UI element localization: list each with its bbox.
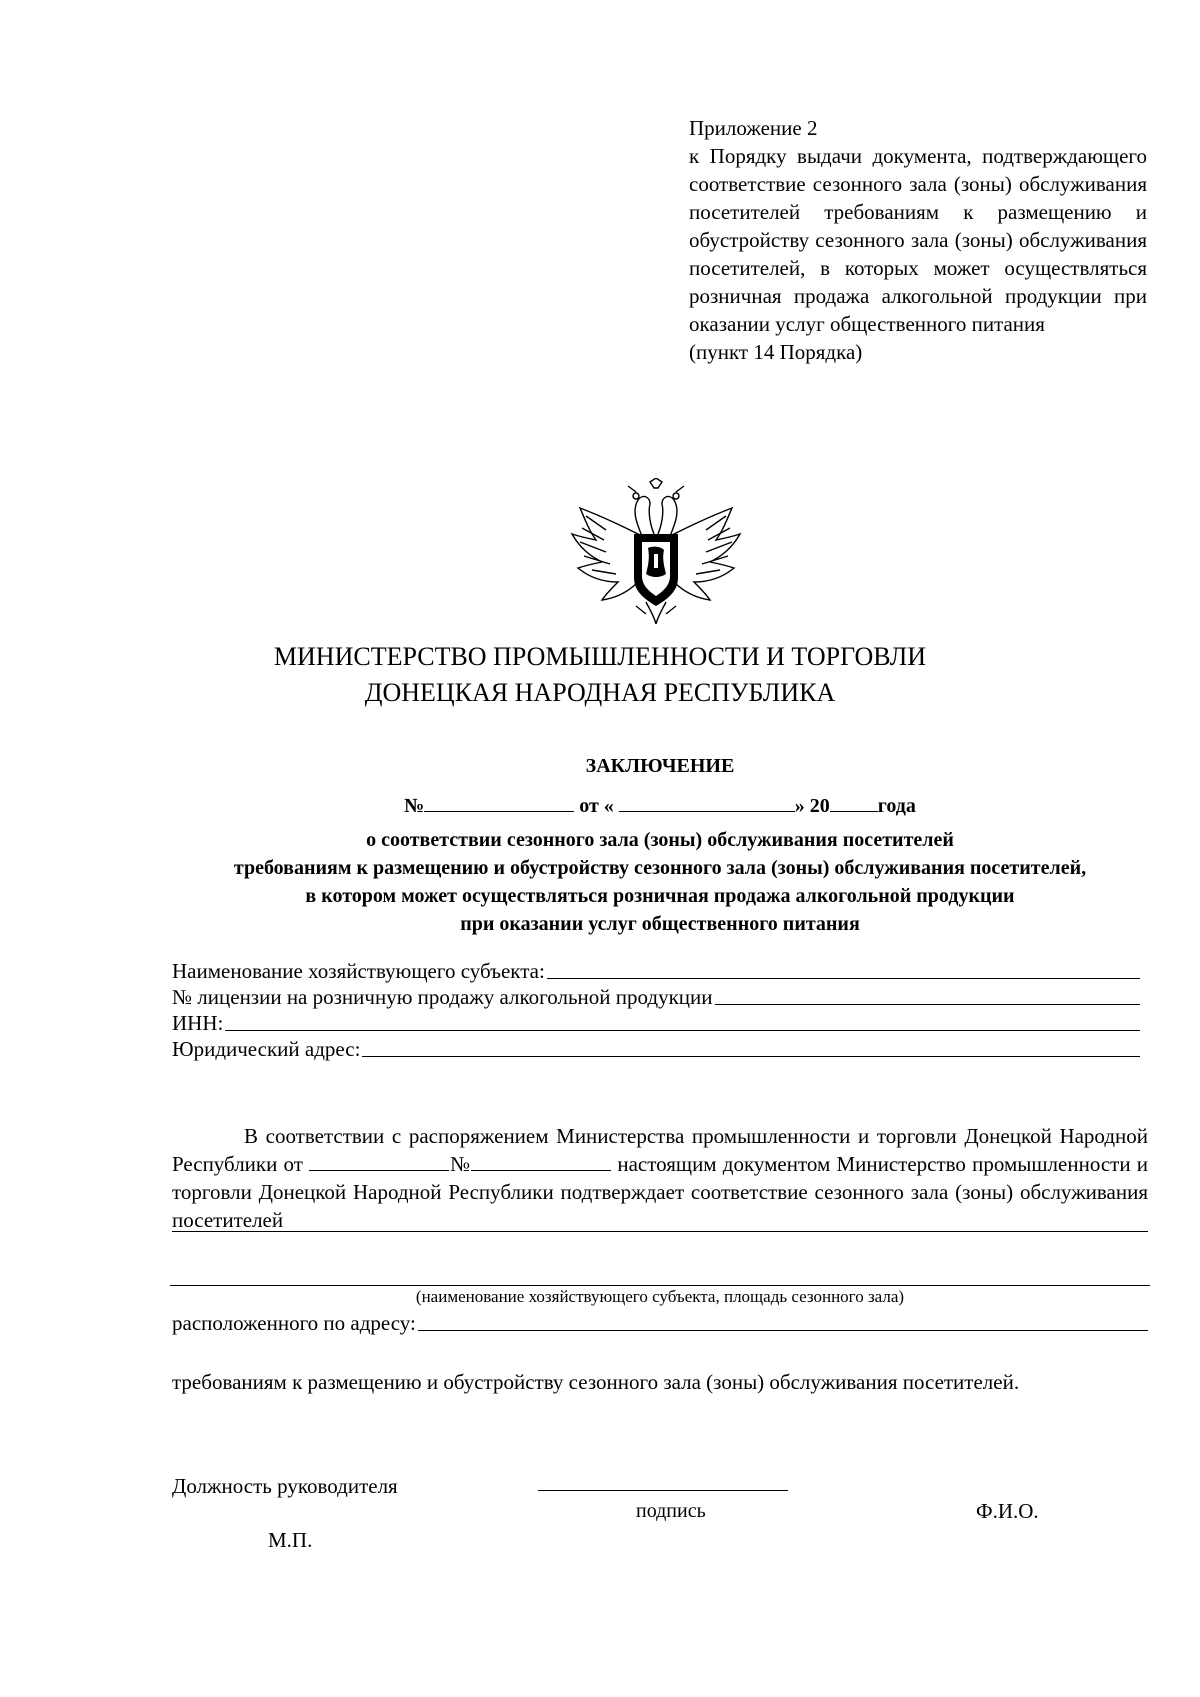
paragraph-end: настоящим документом Министерство промышленности и торговли Донецкой Народной Республики подтверждает соответствие сезонного зала (зоны) обслуживания посетителей xyxy=(172,1152,1149,1232)
position-label: Должность руководителя xyxy=(172,1474,398,1498)
year-label: года xyxy=(877,795,916,817)
document-title: ЗАКЛЮЧЕНИЕ xyxy=(585,755,735,777)
inn-row xyxy=(172,1010,1140,1036)
signature-line[interactable] xyxy=(538,1490,788,1491)
number-field[interactable] xyxy=(424,792,574,812)
address-label: расположенного по адресу: xyxy=(172,1311,416,1335)
inn-label: ИНН: xyxy=(172,1011,224,1035)
document-subject xyxy=(172,826,1148,938)
signature-caption: подпись xyxy=(636,1500,706,1522)
entity-area-caption: (наименование хозяйствующего субъекта, площадь сезонного зала) xyxy=(415,1287,905,1306)
inn-field[interactable] xyxy=(225,1030,1140,1031)
legal-address-label: Юридический адрес: xyxy=(172,1037,361,1061)
from-label: от « xyxy=(579,795,614,817)
order-date-field[interactable] xyxy=(309,1151,449,1171)
appendix-note: (пункт 14 Порядка) xyxy=(689,340,863,364)
legal-address-row xyxy=(172,1036,1140,1062)
coat-of-arms-emblem xyxy=(566,478,746,626)
license-row xyxy=(172,984,1140,1010)
full-name-caption: Ф.И.О. xyxy=(976,1499,1039,1523)
legal-address-field[interactable] xyxy=(362,1056,1140,1057)
appendix-block xyxy=(689,114,1147,366)
ministry-name-line2: ДОНЕЦКАЯ НАРОДНАЯ РЕСПУБЛИКА xyxy=(364,678,836,707)
number-sign: № xyxy=(404,795,425,817)
conclusion-line: требованиям к размещению и обустройству сезонного зала (зоны) обслуживания посетителей. xyxy=(172,1370,1020,1394)
paragraph-start: В соответствии с распоряжением Министерства промышленности и торговли Донецкой Народной Республики от xyxy=(172,1124,1148,1176)
main-paragraph xyxy=(172,1122,1148,1234)
appendix-body: к Порядку выдачи документа, подтверждающего соответствие сезонного зала (зоны) обслуживания посетителей требованиям к размещению и обустройству сезонного зала (зоны) обслуживания посетителей, в которых может осуществляться розничная продажа алкогольной продукции при оказании услуг общественного питания xyxy=(689,144,1147,336)
address-field[interactable] xyxy=(418,1330,1148,1331)
ministry-name-line1: МИНИСТЕРСТВО ПРОМЫШЛЕННОСТИ И ТОРГОВЛИ xyxy=(273,642,927,671)
date-field[interactable] xyxy=(619,792,795,812)
entity-name-field[interactable] xyxy=(547,978,1140,979)
order-number-field[interactable] xyxy=(471,1151,611,1171)
order-number-sign: № xyxy=(449,1152,472,1176)
subject-line: о соответствии сезонного зала (зоны) обслуживания посетителей xyxy=(366,829,954,851)
number-date-line xyxy=(0,792,1200,820)
address-row xyxy=(172,1310,1148,1336)
appendix-title: Приложение 2 xyxy=(689,116,818,140)
year-field[interactable] xyxy=(830,792,878,812)
date-mid: » 20 xyxy=(794,795,830,817)
stamp-label: М.П. xyxy=(268,1528,313,1552)
entity-name-row xyxy=(172,958,1140,984)
license-label: № лицензии на розничную продажу алкогольной продукции xyxy=(172,985,713,1009)
license-field[interactable] xyxy=(715,1004,1141,1005)
subject-line: требованиям к размещению и обустройству сезонного зала (зоны) обслуживания посетителей, xyxy=(233,857,1087,879)
subject-line: при оказании услуг общественного питания xyxy=(460,913,860,935)
paragraph-underline xyxy=(172,1231,1148,1232)
subject-line: в котором может осуществляться розничная продажа алкогольной продукции xyxy=(305,885,1015,907)
entity-name-label: Наименование хозяйствующего субъекта: xyxy=(172,959,545,983)
